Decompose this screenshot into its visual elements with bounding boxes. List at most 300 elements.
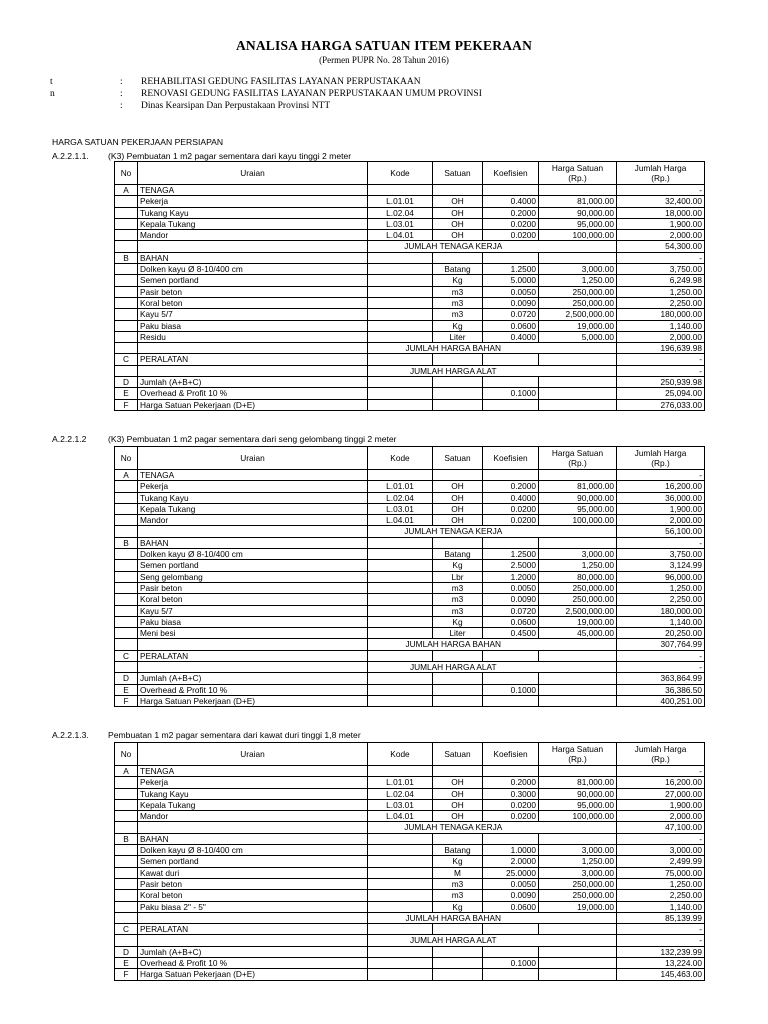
koefisien-cell: 0.3000 [483,788,539,799]
subtotal-value: 54,300.00 [617,241,705,252]
harga-satuan-cell: 81,000.00 [539,777,617,788]
table-row [115,560,705,571]
column-header: Jumlah Harga (Rp.) [617,743,705,766]
harga-satuan-cell: 90,000.00 [539,207,617,218]
column-header: Jumlah Harga (Rp.) [617,162,705,185]
koefisien-cell: 0.4500 [483,628,539,639]
satuan-cell: m3 [433,309,483,320]
column-header: Satuan [433,162,483,185]
uraian-cell: Kepala Tukang [138,799,368,810]
kode-cell [368,605,433,616]
column-header: Koefisien [483,447,539,470]
column-header: Kode [368,162,433,185]
table-row [115,377,705,388]
table-row [115,537,705,548]
subtotal-row [115,912,705,923]
table-row [115,549,705,560]
group-label: TENAGA [138,185,368,196]
jumlah-harga-cell: 180,000.00 [617,605,705,616]
uraian-cell: Kepala Tukang [138,503,368,514]
dash-cell: - [617,185,705,196]
koefisien-cell: 0.0090 [483,890,539,901]
harga-satuan-label: Harga Satuan Pekerjaan (D+E) [138,399,368,410]
kode-cell [368,901,433,912]
jumlah-harga-cell: 1,140.00 [617,616,705,627]
satuan-cell: Kg [433,856,483,867]
table-row [115,946,705,957]
koefisien-cell: 1.0000 [483,845,539,856]
kode-cell: L.01.01 [368,481,433,492]
row-letter: B [115,833,138,844]
table-row [115,833,705,844]
dash-cell: - [617,470,705,481]
harga-satuan-label: Harga Satuan Pekerjaan (D+E) [138,695,368,706]
table-row [115,309,705,320]
item-code: A.2.2.1.3. [52,730,89,740]
satuan-cell: m3 [433,582,483,593]
jumlah-harga-cell: 18,000.00 [617,207,705,218]
table-row [115,297,705,308]
subtotal-row [115,822,705,833]
jumlah-harga-cell: 3,750.00 [617,264,705,275]
table-row [115,286,705,297]
satuan-cell: OH [433,207,483,218]
harga-satuan-label: Harga Satuan Pekerjaan (D+E) [138,969,368,980]
table-row [115,856,705,867]
kode-cell: L.01.01 [368,777,433,788]
koefisien-cell: 25.0000 [483,867,539,878]
total-value: 132,239.99 [617,946,705,957]
table-row [115,958,705,969]
harga-satuan-cell: 3,000.00 [539,845,617,856]
total-value: 363,864.99 [617,673,705,684]
harga-satuan-cell: 3,000.00 [539,867,617,878]
uraian-cell: Semen portland [138,560,368,571]
item-description: (K3) Pembuatan 1 m2 pagar sementara dari seng gelombang tinggi 2 meter [108,434,397,444]
overhead-koefisien: 0.1000 [483,684,539,695]
subtotal-row [115,241,705,252]
satuan-cell: M [433,867,483,878]
column-header: Kode [368,743,433,766]
table-header-row [115,162,705,185]
jumlah-harga-cell: 2,000.00 [617,230,705,241]
overhead-koefisien: 0.1000 [483,958,539,969]
harga-satuan-cell: 1,250.00 [539,856,617,867]
row-letter: A [115,470,138,481]
subtotal-value: 196,639.98 [617,343,705,354]
satuan-cell: m3 [433,297,483,308]
harga-satuan-value: 145,463.00 [617,969,705,980]
satuan-cell: OH [433,196,483,207]
uraian-cell: Seng gelombang [138,571,368,582]
table-row [115,650,705,661]
koefisien-cell: 0.0050 [483,582,539,593]
table-row [115,492,705,503]
dash-cell: - [617,833,705,844]
satuan-cell: m3 [433,594,483,605]
row-letter: C [115,924,138,935]
table-row [115,969,705,980]
koefisien-cell: 0.0090 [483,594,539,605]
harga-satuan-cell: 19,000.00 [539,320,617,331]
table-row [115,320,705,331]
satuan-cell: m3 [433,286,483,297]
row-letter: D [115,377,138,388]
section-title: HARGA SATUAN PEKERJAAN PERSIAPAN [52,137,224,147]
satuan-cell: OH [433,799,483,810]
column-header: No [115,162,138,185]
table-row [115,354,705,365]
table-row [115,571,705,582]
satuan-cell: OH [433,218,483,229]
jumlah-harga-cell: 2,000.00 [617,515,705,526]
harga-satuan-cell: 90,000.00 [539,492,617,503]
koefisien-cell: 0.0600 [483,616,539,627]
harga-satuan-cell: 100,000.00 [539,515,617,526]
total-label: Jumlah (A+B+C) [138,673,368,684]
koefisien-cell: 0.0600 [483,320,539,331]
harga-satuan-cell: 2,500,000.00 [539,309,617,320]
kode-cell [368,275,433,286]
jumlah-harga-cell: 6,249.98 [617,275,705,286]
uraian-cell: Tukang Kayu [138,492,368,503]
info-label: n [50,89,55,99]
koefisien-cell: 0.0720 [483,309,539,320]
harga-satuan-cell: 2,500,000.00 [539,605,617,616]
table-row [115,470,705,481]
table-header-row [115,743,705,766]
table-row [115,481,705,492]
uraian-cell: Koral beton [138,594,368,605]
koefisien-cell: 0.4000 [483,492,539,503]
harga-satuan-cell: 81,000.00 [539,481,617,492]
table-row [115,878,705,889]
group-label: PERALATAN [138,354,368,365]
info-colon: : [120,101,123,111]
column-header: No [115,743,138,766]
table-row [115,218,705,229]
jumlah-harga-cell: 1,250.00 [617,286,705,297]
row-letter: A [115,766,138,777]
dash-cell: - [617,650,705,661]
row-letter: E [115,958,138,969]
column-header: Uraian [138,162,368,185]
koefisien-cell: 0.0200 [483,811,539,822]
kode-cell [368,309,433,320]
uraian-cell: Mandor [138,230,368,241]
harga-satuan-cell: 250,000.00 [539,286,617,297]
table-row [115,207,705,218]
uraian-cell: Pekerja [138,196,368,207]
subtotal-value: 47,100.00 [617,822,705,833]
overhead-label: Overhead & Profit 10 % [138,684,368,695]
harga-satuan-cell: 95,000.00 [539,799,617,810]
koefisien-cell: 5.0000 [483,275,539,286]
table-row [115,788,705,799]
table-row [115,503,705,514]
uraian-cell: Dolken kayu Ø 8-10/400 cm [138,264,368,275]
uraian-cell: Paku biasa 2" - 5" [138,901,368,912]
koefisien-cell: 0.0200 [483,799,539,810]
uraian-cell: Pasir beton [138,582,368,593]
subtotal-label: JUMLAH HARGA BAHAN [368,912,539,923]
table-row [115,777,705,788]
satuan-cell: Kg [433,275,483,286]
page-title: ANALISA HARGA SATUAN ITEM PEKERAAN [235,38,533,53]
kode-cell [368,331,433,342]
uraian-cell: Koral beton [138,297,368,308]
table-row [115,185,705,196]
kode-cell [368,571,433,582]
group-label: TENAGA [138,470,368,481]
table-row [115,845,705,856]
jumlah-harga-cell: 2,499.99 [617,856,705,867]
kode-cell [368,549,433,560]
satuan-cell: OH [433,811,483,822]
uraian-cell: Mandor [138,811,368,822]
column-header: No [115,447,138,470]
harga-satuan-cell: 1,250.00 [539,275,617,286]
harga-satuan-value: 400,251.00 [617,695,705,706]
harga-satuan-cell: 81,000.00 [539,196,617,207]
dash-cell: - [617,252,705,263]
column-header: Uraian [138,447,368,470]
jumlah-harga-cell: 2,250.00 [617,594,705,605]
subtotal-row [115,639,705,650]
overhead-label: Overhead & Profit 10 % [138,958,368,969]
row-letter: E [115,684,138,695]
satuan-cell: Batang [433,549,483,560]
subtotal-label: JUMLAH TENAGA KERJA [368,822,539,833]
harga-satuan-cell: 250,000.00 [539,878,617,889]
dash-cell: - [617,365,705,376]
satuan-cell: OH [433,788,483,799]
column-header: Kode [368,447,433,470]
row-letter: F [115,399,138,410]
row-letter: D [115,673,138,684]
jumlah-harga-cell: 2,250.00 [617,890,705,901]
satuan-cell: Lbr [433,571,483,582]
uraian-cell: Pekerja [138,481,368,492]
item-code: A.2.2.1.2 [52,434,87,444]
table-row [115,799,705,810]
kode-cell [368,878,433,889]
row-letter: B [115,537,138,548]
uraian-cell: Koral beton [138,890,368,901]
group-label: BAHAN [138,252,368,263]
jumlah-harga-cell: 1,900.00 [617,218,705,229]
total-label: Jumlah (A+B+C) [138,377,368,388]
harga-satuan-cell: 100,000.00 [539,811,617,822]
koefisien-cell: 0.0050 [483,286,539,297]
subtotal-label: JUMLAH TENAGA KERJA [368,241,539,252]
page-subtitle: (Permen PUPR No. 28 Tahun 2016) [319,55,449,65]
harga-satuan-cell: 95,000.00 [539,218,617,229]
table-row [115,890,705,901]
analysis-table [114,446,705,707]
table-row [115,867,705,878]
column-header: Jumlah Harga (Rp.) [617,447,705,470]
table-row [115,264,705,275]
harga-satuan-cell: 80,000.00 [539,571,617,582]
subtotal-label: JUMLAH HARGA ALAT [368,935,539,946]
kode-cell: L.03.01 [368,503,433,514]
koefisien-cell: 0.0090 [483,297,539,308]
uraian-cell: Pasir beton [138,286,368,297]
table-row [115,695,705,706]
koefisien-cell: 1.2500 [483,549,539,560]
uraian-cell: Paku biasa [138,616,368,627]
item-description: Pembuatan 1 m2 pagar sementara dari kawat duri tinggi 1,8 meter [108,730,361,740]
kode-cell: L.04.01 [368,811,433,822]
table-row [115,811,705,822]
column-header: Uraian [138,743,368,766]
info-value: RENOVASI GEDUNG FASILITAS LAYANAN PERPUSTAKAAN UMUM PROVINSI [141,89,482,99]
kode-cell [368,320,433,331]
jumlah-harga-cell: 36,000.00 [617,492,705,503]
satuan-cell: OH [433,492,483,503]
column-header: Satuan [433,447,483,470]
column-header: Harga Satuan (Rp.) [539,162,617,185]
uraian-cell: Dolken kayu Ø 8-10/400 cm [138,845,368,856]
jumlah-harga-cell: 96,000.00 [617,571,705,582]
uraian-cell: Kawat duri [138,867,368,878]
analysis-table [114,161,705,411]
group-label: PERALATAN [138,650,368,661]
satuan-cell: m3 [433,890,483,901]
jumlah-harga-cell: 27,000.00 [617,788,705,799]
jumlah-harga-cell: 3,750.00 [617,549,705,560]
koefisien-cell: 0.2000 [483,481,539,492]
jumlah-harga-cell: 1,900.00 [617,799,705,810]
info-colon: : [120,89,123,99]
overhead-value: 25,094.00 [617,388,705,399]
koefisien-cell: 0.0200 [483,503,539,514]
harga-satuan-cell: 19,000.00 [539,901,617,912]
row-letter: F [115,695,138,706]
kode-cell: L.04.01 [368,230,433,241]
item-description: (K3) Pembuatan 1 m2 pagar sementara dari kayu tinggi 2 meter [108,151,352,161]
table-row [115,605,705,616]
group-label: TENAGA [138,766,368,777]
jumlah-harga-cell: 1,140.00 [617,320,705,331]
harga-satuan-cell: 250,000.00 [539,594,617,605]
kode-cell [368,264,433,275]
koefisien-cell: 2.0000 [483,856,539,867]
kode-cell [368,616,433,627]
koefisien-cell: 0.4000 [483,331,539,342]
subtotal-label: JUMLAH TENAGA KERJA [368,526,539,537]
row-letter: D [115,946,138,957]
kode-cell [368,867,433,878]
satuan-cell: OH [433,777,483,788]
overhead-koefisien: 0.1000 [483,388,539,399]
total-value: 250,939.98 [617,377,705,388]
satuan-cell: Liter [433,628,483,639]
table-row [115,594,705,605]
subtotal-row [115,365,705,376]
kode-cell: L.02.04 [368,788,433,799]
uraian-cell: Tukang Kayu [138,207,368,218]
row-letter: B [115,252,138,263]
uraian-cell: Paku biasa [138,320,368,331]
harga-satuan-cell: 3,000.00 [539,549,617,560]
table-row [115,616,705,627]
kode-cell: L.03.01 [368,799,433,810]
harga-satuan-cell: 100,000.00 [539,230,617,241]
table-header-row [115,447,705,470]
dash-cell: - [617,354,705,365]
jumlah-harga-cell: 32,400.00 [617,196,705,207]
kode-cell [368,594,433,605]
subtotal-row [115,935,705,946]
subtotal-value: 85,139.99 [617,912,705,923]
jumlah-harga-cell: 1,250.00 [617,878,705,889]
subtotal-value: 56,100.00 [617,526,705,537]
group-label: BAHAN [138,833,368,844]
table-row [115,673,705,684]
kode-cell [368,856,433,867]
table-row [115,252,705,263]
subtotal-value: 307,764.99 [617,639,705,650]
table-row [115,901,705,912]
table-row [115,388,705,399]
uraian-cell: Kayu 5/7 [138,605,368,616]
harga-satuan-cell: 45,000.00 [539,628,617,639]
harga-satuan-cell: 3,000.00 [539,264,617,275]
satuan-cell: OH [433,515,483,526]
table-row [115,684,705,695]
koefisien-cell: 0.0050 [483,878,539,889]
jumlah-harga-cell: 20,250.00 [617,628,705,639]
uraian-cell: Tukang Kayu [138,788,368,799]
uraian-cell: Semen portland [138,275,368,286]
overhead-value: 36,386.50 [617,684,705,695]
jumlah-harga-cell: 1,250.00 [617,582,705,593]
harga-satuan-cell: 250,000.00 [539,297,617,308]
uraian-cell: Mandor [138,515,368,526]
total-label: Jumlah (A+B+C) [138,946,368,957]
harga-satuan-cell: 250,000.00 [539,890,617,901]
group-label: PERALATAN [138,924,368,935]
info-value: REHABILITASI GEDUNG FASILITAS LAYANAN PERPUSTAKAAN [141,77,421,87]
harga-satuan-value: 276,033.00 [617,399,705,410]
uraian-cell: Meni besi [138,628,368,639]
harga-satuan-cell: 250,000.00 [539,582,617,593]
analysis-table [114,742,705,981]
jumlah-harga-cell: 2,000.00 [617,811,705,822]
kode-cell [368,890,433,901]
kode-cell: L.04.01 [368,515,433,526]
koefisien-cell: 1.2000 [483,571,539,582]
table-row [115,399,705,410]
satuan-cell: m3 [433,605,483,616]
satuan-cell: Kg [433,901,483,912]
subtotal-label: JUMLAH HARGA BAHAN [368,639,539,650]
kode-cell [368,628,433,639]
satuan-cell: OH [433,503,483,514]
subtotal-row [115,662,705,673]
harga-satuan-cell: 19,000.00 [539,616,617,627]
dash-cell: - [617,924,705,935]
row-letter: F [115,969,138,980]
dash-cell: - [617,766,705,777]
kode-cell: L.02.04 [368,492,433,503]
overhead-value: 13,224.00 [617,958,705,969]
column-header: Koefisien [483,743,539,766]
column-header: Koefisien [483,162,539,185]
dash-cell: - [617,662,705,673]
